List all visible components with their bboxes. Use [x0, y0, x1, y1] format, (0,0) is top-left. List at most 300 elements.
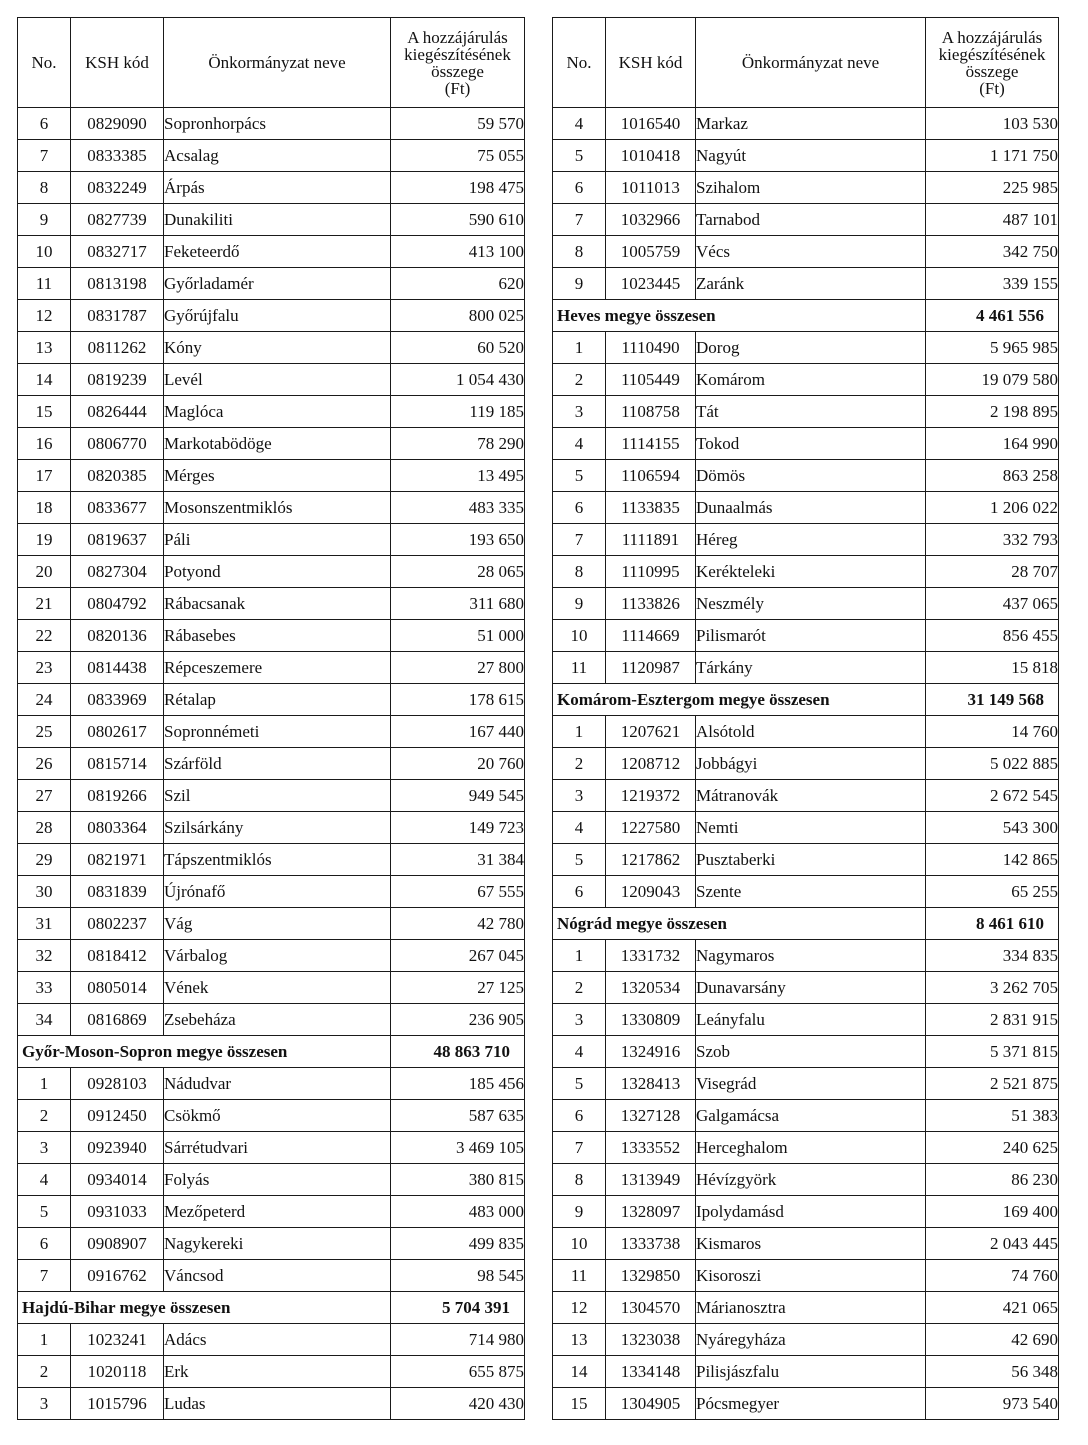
row-number: 13	[18, 332, 71, 364]
municipality-name: Mezőpeterd	[164, 1196, 391, 1228]
ksh-code: 0832249	[71, 172, 164, 204]
header-no: No.	[18, 18, 71, 108]
municipality-name: Folyás	[164, 1164, 391, 1196]
row-number: 8	[553, 236, 606, 268]
row-number: 8	[553, 556, 606, 588]
municipality-name: Márianosztra	[696, 1292, 926, 1324]
municipality-name: Pócsmegyer	[696, 1388, 926, 1420]
table-row	[553, 1260, 1059, 1292]
table-row	[18, 1228, 525, 1260]
row-number: 3	[553, 1004, 606, 1036]
municipality-name: Tarnabod	[696, 204, 926, 236]
county-total-label: Győr-Moson-Sopron megye összesen	[18, 1036, 391, 1068]
table-row	[553, 588, 1059, 620]
ksh-code: 0831839	[71, 876, 164, 908]
amount: 15 818	[926, 652, 1059, 684]
amount: 5 965 985	[926, 332, 1059, 364]
municipality-name: Ludas	[164, 1388, 391, 1420]
ksh-code: 0819239	[71, 364, 164, 396]
amount: 483 335	[391, 492, 525, 524]
municipality-name: Potyond	[164, 556, 391, 588]
municipality-name: Dunaalmás	[696, 492, 926, 524]
row-number: 32	[18, 940, 71, 972]
amount: 421 065	[926, 1292, 1059, 1324]
county-total-label: Komárom-Esztergom megye összesen	[553, 684, 926, 716]
table-row	[553, 1356, 1059, 1388]
ksh-code: 1020118	[71, 1356, 164, 1388]
row-number: 14	[553, 1356, 606, 1388]
table-row	[553, 1228, 1059, 1260]
municipality-name: Pilismarót	[696, 620, 926, 652]
table-row	[18, 1068, 525, 1100]
municipality-name: Szilsárkány	[164, 812, 391, 844]
ksh-code: 0811262	[71, 332, 164, 364]
ksh-code: 0833677	[71, 492, 164, 524]
row-number: 11	[18, 268, 71, 300]
municipality-name: Tát	[696, 396, 926, 428]
municipality-name: Dunavarsány	[696, 972, 926, 1004]
amount: 27 800	[391, 652, 525, 684]
row-number: 17	[18, 460, 71, 492]
left-table	[17, 17, 525, 1420]
municipality-name: Kerékteleki	[696, 556, 926, 588]
table-row	[18, 332, 525, 364]
header-amount-line: A hozzájárulás	[407, 27, 508, 47]
municipality-name: Visegrád	[696, 1068, 926, 1100]
table-row	[18, 172, 525, 204]
row-number: 10	[553, 1228, 606, 1260]
table-row	[553, 140, 1059, 172]
amount: 42 780	[391, 908, 525, 940]
table-row	[18, 748, 525, 780]
municipality-name: Herceghalom	[696, 1132, 926, 1164]
table-row	[18, 524, 525, 556]
table-row	[553, 1100, 1059, 1132]
municipality-name: Jobbágyi	[696, 748, 926, 780]
table-row	[18, 492, 525, 524]
table-row	[18, 620, 525, 652]
ksh-code: 0928103	[71, 1068, 164, 1100]
ksh-code: 0818412	[71, 940, 164, 972]
amount: 380 815	[391, 1164, 525, 1196]
table-row	[553, 1068, 1059, 1100]
row-number: 15	[553, 1388, 606, 1420]
ksh-code: 1005759	[606, 236, 696, 268]
ksh-code: 0833385	[71, 140, 164, 172]
row-number: 24	[18, 684, 71, 716]
municipality-name: Váncsod	[164, 1260, 391, 1292]
row-number: 21	[18, 588, 71, 620]
amount: 142 865	[926, 844, 1059, 876]
municipality-name: Dorog	[696, 332, 926, 364]
header-amount	[391, 18, 525, 108]
municipality-name: Mosonszentmiklós	[164, 492, 391, 524]
table-row	[18, 588, 525, 620]
municipality-name: Dömös	[696, 460, 926, 492]
amount: 86 230	[926, 1164, 1059, 1196]
table-row	[553, 364, 1059, 396]
table-row	[553, 780, 1059, 812]
municipality-name: Maglóca	[164, 396, 391, 428]
municipality-name: Várbalog	[164, 940, 391, 972]
municipality-name: Markotabödöge	[164, 428, 391, 460]
row-number: 9	[18, 204, 71, 236]
ksh-code: 0802237	[71, 908, 164, 940]
amount: 620	[391, 268, 525, 300]
table-row	[18, 460, 525, 492]
amount: 236 905	[391, 1004, 525, 1036]
amount: 75 055	[391, 140, 525, 172]
municipality-name: Adács	[164, 1324, 391, 1356]
row-number: 22	[18, 620, 71, 652]
amount: 543 300	[926, 812, 1059, 844]
municipality-name: Sárrétudvari	[164, 1132, 391, 1164]
amount: 973 540	[926, 1388, 1059, 1420]
municipality-name: Ipolydamásd	[696, 1196, 926, 1228]
municipality-name: Pusztaberki	[696, 844, 926, 876]
municipality-name: Dunakiliti	[164, 204, 391, 236]
ksh-code: 0916762	[71, 1260, 164, 1292]
amount: 225 985	[926, 172, 1059, 204]
municipality-name: Leányfalu	[696, 1004, 926, 1036]
municipality-name: Vécs	[696, 236, 926, 268]
amount: 193 650	[391, 524, 525, 556]
ksh-code: 0827739	[71, 204, 164, 236]
amount: 2 672 545	[926, 780, 1059, 812]
ksh-code: 1114155	[606, 428, 696, 460]
ksh-code: 0814438	[71, 652, 164, 684]
amount: 198 475	[391, 172, 525, 204]
amount: 67 555	[391, 876, 525, 908]
ksh-code: 0908907	[71, 1228, 164, 1260]
header-amount-line: (Ft)	[444, 78, 471, 98]
amount: 590 610	[391, 204, 525, 236]
county-total-label: Hajdú-Bihar megye összesen	[18, 1292, 391, 1324]
table-row	[553, 844, 1059, 876]
table-row	[553, 940, 1059, 972]
ksh-code: 1324916	[606, 1036, 696, 1068]
county-total-amount: 48 863 710	[391, 1036, 525, 1068]
row-number: 7	[18, 140, 71, 172]
amount: 28 065	[391, 556, 525, 588]
ksh-code: 0912450	[71, 1100, 164, 1132]
ksh-code: 1111891	[606, 524, 696, 556]
row-number: 1	[553, 716, 606, 748]
row-number: 12	[18, 300, 71, 332]
municipality-name: Rétalap	[164, 684, 391, 716]
table-row	[18, 236, 525, 268]
row-number: 5	[553, 140, 606, 172]
row-number: 27	[18, 780, 71, 812]
amount: 3 469 105	[391, 1132, 525, 1164]
municipality-name: Szárföld	[164, 748, 391, 780]
amount: 65 255	[926, 876, 1059, 908]
ksh-code: 0819637	[71, 524, 164, 556]
county-total-amount: 8 461 610	[926, 908, 1059, 940]
amount: 2 521 875	[926, 1068, 1059, 1100]
amount: 169 400	[926, 1196, 1059, 1228]
ksh-code: 1011013	[606, 172, 696, 204]
municipality-name: Nagykereki	[164, 1228, 391, 1260]
municipality-name: Zaránk	[696, 268, 926, 300]
table-row	[18, 108, 525, 140]
row-number: 5	[18, 1196, 71, 1228]
header-code: KSH kód	[606, 18, 696, 108]
municipality-name: Mérges	[164, 460, 391, 492]
municipality-name: Neszmély	[696, 588, 926, 620]
municipality-name: Vág	[164, 908, 391, 940]
ksh-code: 1114669	[606, 620, 696, 652]
table-row	[18, 1132, 525, 1164]
header-code: KSH kód	[71, 18, 164, 108]
row-number: 6	[553, 492, 606, 524]
row-number: 29	[18, 844, 71, 876]
ksh-code: 1304570	[606, 1292, 696, 1324]
ksh-code: 0816869	[71, 1004, 164, 1036]
table-row	[18, 268, 525, 300]
ksh-code: 0804792	[71, 588, 164, 620]
row-number: 4	[18, 1164, 71, 1196]
ksh-code: 1110995	[606, 556, 696, 588]
row-number: 2	[553, 972, 606, 1004]
amount: 27 125	[391, 972, 525, 1004]
municipality-name: Újrónafő	[164, 876, 391, 908]
municipality-name: Rábasebes	[164, 620, 391, 652]
municipality-name: Levél	[164, 364, 391, 396]
row-number: 4	[553, 108, 606, 140]
county-total-label: Heves megye összesen	[553, 300, 926, 332]
amount: 185 456	[391, 1068, 525, 1100]
amount: 178 615	[391, 684, 525, 716]
ksh-code: 0934014	[71, 1164, 164, 1196]
table-row	[553, 1388, 1059, 1420]
amount: 483 000	[391, 1196, 525, 1228]
municipality-name: Csökmő	[164, 1100, 391, 1132]
ksh-code: 1120987	[606, 652, 696, 684]
municipality-name: Szente	[696, 876, 926, 908]
table-row	[553, 1196, 1059, 1228]
header-name: Önkormányzat neve	[164, 18, 391, 108]
amount: 42 690	[926, 1324, 1059, 1356]
ksh-code: 1133826	[606, 588, 696, 620]
ksh-code: 0829090	[71, 108, 164, 140]
municipality-name: Sopronnémeti	[164, 716, 391, 748]
ksh-code: 1333552	[606, 1132, 696, 1164]
municipality-name: Tápszentmiklós	[164, 844, 391, 876]
row-number: 3	[18, 1132, 71, 1164]
ksh-code: 1023445	[606, 268, 696, 300]
table-row	[18, 844, 525, 876]
table-row	[553, 620, 1059, 652]
row-number: 23	[18, 652, 71, 684]
table-row	[18, 812, 525, 844]
table-row	[18, 684, 525, 716]
municipality-name: Hévízgyörk	[696, 1164, 926, 1196]
amount: 51 000	[391, 620, 525, 652]
table-row	[553, 524, 1059, 556]
municipality-name: Árpás	[164, 172, 391, 204]
municipality-name: Győrújfalu	[164, 300, 391, 332]
row-number: 1	[18, 1324, 71, 1356]
municipality-name: Erk	[164, 1356, 391, 1388]
row-number: 9	[553, 588, 606, 620]
amount: 487 101	[926, 204, 1059, 236]
row-number: 33	[18, 972, 71, 1004]
amount: 311 680	[391, 588, 525, 620]
amount: 19 079 580	[926, 364, 1059, 396]
amount: 267 045	[391, 940, 525, 972]
row-number: 9	[553, 1196, 606, 1228]
ksh-code: 1010418	[606, 140, 696, 172]
municipality-name: Vének	[164, 972, 391, 1004]
ksh-code: 0832717	[71, 236, 164, 268]
ksh-code: 1219372	[606, 780, 696, 812]
header-no: No.	[553, 18, 606, 108]
municipality-name: Pilisjászfalu	[696, 1356, 926, 1388]
county-total-amount: 4 461 556	[926, 300, 1059, 332]
ksh-code: 1227580	[606, 812, 696, 844]
municipality-name: Szob	[696, 1036, 926, 1068]
ksh-code: 0815714	[71, 748, 164, 780]
row-number: 15	[18, 396, 71, 428]
county-total-row	[18, 1036, 525, 1068]
table-row	[18, 1356, 525, 1388]
ksh-code: 1320534	[606, 972, 696, 1004]
ksh-code: 1304905	[606, 1388, 696, 1420]
table-row	[18, 780, 525, 812]
municipality-name: Héreg	[696, 524, 926, 556]
amount: 1 171 750	[926, 140, 1059, 172]
header-amount-line: kiegészítésének	[938, 44, 1046, 64]
row-number: 5	[553, 1068, 606, 1100]
table-row	[553, 716, 1059, 748]
ksh-code: 0826444	[71, 396, 164, 428]
municipality-name: Szihalom	[696, 172, 926, 204]
amount: 240 625	[926, 1132, 1059, 1164]
amount: 413 100	[391, 236, 525, 268]
amount: 51 383	[926, 1100, 1059, 1132]
ksh-code: 0802617	[71, 716, 164, 748]
ksh-code: 1334148	[606, 1356, 696, 1388]
municipality-name: Acsalag	[164, 140, 391, 172]
header-row	[18, 18, 525, 108]
municipality-name: Nyáregyháza	[696, 1324, 926, 1356]
ksh-code: 1313949	[606, 1164, 696, 1196]
table-row	[18, 876, 525, 908]
table-row	[553, 172, 1059, 204]
amount: 339 155	[926, 268, 1059, 300]
table-row	[18, 300, 525, 332]
row-number: 6	[18, 1228, 71, 1260]
municipality-name: Mátranovák	[696, 780, 926, 812]
amount: 59 570	[391, 108, 525, 140]
amount: 5 022 885	[926, 748, 1059, 780]
county-total-row	[18, 1292, 525, 1324]
amount: 499 835	[391, 1228, 525, 1260]
row-number: 4	[553, 1036, 606, 1068]
municipality-name: Kismaros	[696, 1228, 926, 1260]
amount: 949 545	[391, 780, 525, 812]
table-row	[553, 1324, 1059, 1356]
municipality-name: Tokod	[696, 428, 926, 460]
amount: 437 065	[926, 588, 1059, 620]
amount: 2 831 915	[926, 1004, 1059, 1036]
amount: 2 198 895	[926, 396, 1059, 428]
row-number: 31	[18, 908, 71, 940]
table-row	[18, 908, 525, 940]
ksh-code: 0831787	[71, 300, 164, 332]
ksh-code: 1207621	[606, 716, 696, 748]
amount: 587 635	[391, 1100, 525, 1132]
municipality-name: Nemti	[696, 812, 926, 844]
row-number: 3	[553, 780, 606, 812]
row-number: 7	[553, 204, 606, 236]
header-amount-line: A hozzájárulás	[941, 27, 1043, 47]
municipality-name: Feketeerdő	[164, 236, 391, 268]
table-row	[553, 108, 1059, 140]
municipality-name: Nagymaros	[696, 940, 926, 972]
row-number: 11	[553, 1260, 606, 1292]
table-row	[553, 652, 1059, 684]
ksh-code: 1106594	[606, 460, 696, 492]
row-number: 5	[553, 460, 606, 492]
amount: 332 793	[926, 524, 1059, 556]
amount: 28 707	[926, 556, 1059, 588]
row-number: 28	[18, 812, 71, 844]
ksh-code: 0805014	[71, 972, 164, 1004]
row-number: 6	[18, 108, 71, 140]
municipality-name: Nagyút	[696, 140, 926, 172]
county-total-label: Nógrád megye összesen	[553, 908, 926, 940]
table-row	[18, 1388, 525, 1420]
table-row	[553, 396, 1059, 428]
table-row	[18, 556, 525, 588]
table-row	[18, 204, 525, 236]
amount: 3 262 705	[926, 972, 1059, 1004]
left-table-body	[18, 108, 525, 1420]
municipality-name: Kóny	[164, 332, 391, 364]
amount: 98 545	[391, 1260, 525, 1292]
amount: 800 025	[391, 300, 525, 332]
table-row	[553, 268, 1059, 300]
amount: 56 348	[926, 1356, 1059, 1388]
amount: 13 495	[391, 460, 525, 492]
table-row	[553, 1036, 1059, 1068]
ksh-code: 0820385	[71, 460, 164, 492]
municipality-name: Sopronhorpács	[164, 108, 391, 140]
table-row	[553, 460, 1059, 492]
header-name: Önkormányzat neve	[696, 18, 926, 108]
row-number: 5	[553, 844, 606, 876]
table-row	[18, 972, 525, 1004]
header-row	[553, 18, 1059, 108]
amount: 5 371 815	[926, 1036, 1059, 1068]
municipality-name: Markaz	[696, 108, 926, 140]
table-row	[553, 428, 1059, 460]
row-number: 7	[18, 1260, 71, 1292]
row-number: 8	[553, 1164, 606, 1196]
amount: 149 723	[391, 812, 525, 844]
amount: 103 530	[926, 108, 1059, 140]
table-row	[18, 652, 525, 684]
row-number: 7	[553, 524, 606, 556]
municipality-name: Tárkány	[696, 652, 926, 684]
table-row	[18, 1260, 525, 1292]
municipality-name: Répceszemere	[164, 652, 391, 684]
header-amount-line: (Ft)	[979, 78, 1005, 98]
table-row	[553, 876, 1059, 908]
ksh-code: 1331732	[606, 940, 696, 972]
